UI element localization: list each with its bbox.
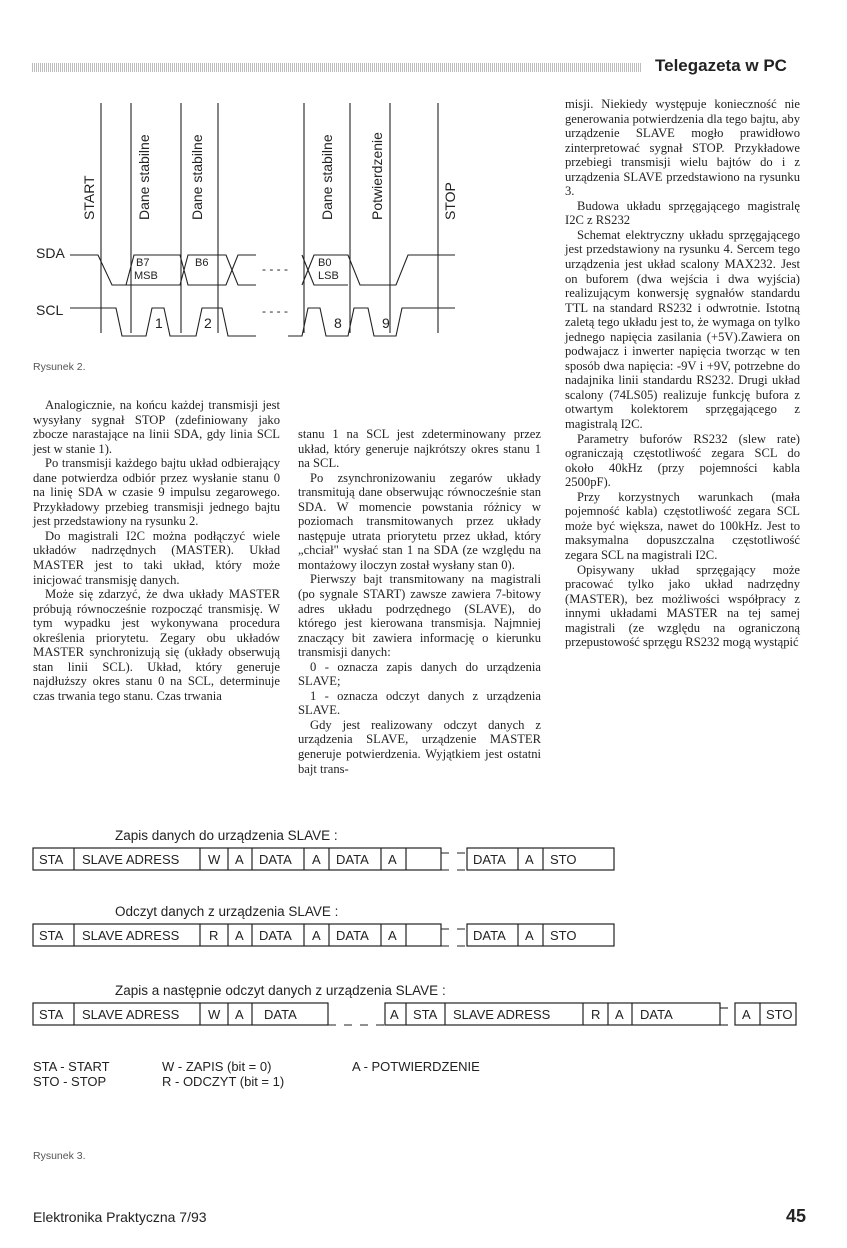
- paragraph: Analogicznie, na końcu każdej transmisji jest wysyłany sygnał STOP (zdefiniowany jako zbocze narastające na linii SDA, gdy linia SCL jest w stanie 1).: [33, 398, 280, 456]
- paragraph: Pierwszy bajt transmitowany na magistrali (po sygnale START) zawsze zawiera 7-bitowy adres układu podrzędnego (SLAVE), do którego jest kierowana transmisja. Najmniej znaczący bit zawiera informację o kierunku transmisji danych:: [298, 572, 541, 660]
- cell-a: A: [525, 928, 534, 943]
- paragraph: Po zsynchronizowaniu zegarów układy transmitują dane obserwując równocześnie stan SDA. W momencie powstania różnicy w poziomach transmitowanych przez układy następuje utrata priorytetu przez układ, który „chciał" wysłać stan 1 na SDA (ze względu na montażowy iloczyn został wysłany stan 0).: [298, 470, 541, 572]
- cell-r: R: [209, 928, 219, 943]
- sda-label: SDA: [36, 245, 65, 261]
- cell-data: DATA: [336, 852, 369, 867]
- cell-sta: STA: [413, 1007, 438, 1022]
- paragraph: Do magistrali I2C można podłączyć wiele układów nadrzędnych (MASTER). Układ MASTER jest to taki układ, który może inicjować transmisję danych.: [33, 528, 280, 587]
- cell-a: A: [312, 928, 321, 943]
- legend-sto: STO - STOP: [33, 1074, 107, 1089]
- cell-a: A: [390, 1007, 399, 1022]
- bit-b6: B6: [195, 257, 209, 269]
- cell-sta: STA: [39, 928, 64, 943]
- label-start: START: [81, 175, 97, 220]
- title-write-read: Zapis a następnie odczyt danych z urządzenia SLAVE :: [115, 983, 446, 998]
- cell-data: DATA: [259, 928, 292, 943]
- paragraph: Po transmisji każdego bajtu układ odbierający dane potwierdza odbiór przez wysłanie stanu 0 na linię SDA w czasie 9 impulsu zegarowego. Przykładowy przebieg transmisji jednego bajtu jest przedstawiony na rysunku 2.: [33, 456, 280, 529]
- bit-msb: MSB: [134, 270, 158, 282]
- figure-3-frame-formats: [30, 825, 810, 1125]
- cell-sta: STA: [39, 1007, 64, 1022]
- label-acknowledge: Potwierdzenie: [369, 132, 385, 220]
- cell-sta: STA: [39, 852, 64, 867]
- running-header: Telegazeta w PC: [655, 56, 787, 75]
- paragraph: Schemat elektryczny układu sprzęgającego jest przedstawiony na rysunku 4. Sercem tego urządzenia jest układ scalony MAX232. Jest on buforem (dwa wejścia i dwa wyjścia) realizującym konwersję sygnałów standardu TTL na standard RS232 i odwrotnie. Istotną zaletą tego układu jest to, że wymaga on tylko jednego napięcia zasilania (+5V).Zawiera on podwajacz i inwerter napięcia tworząc w ten sposób dwa napięcia: -9V i +9V, potrzebne do nadajnika linii standardu RS232. Drugi układ scalony (74LS05) realizuje funkcję bufora z otwartym kolektorem sprzęgającego z magistralą I2C.: [565, 227, 800, 432]
- text-column-left: [33, 398, 280, 703]
- label-stop: STOP: [442, 182, 458, 220]
- legend-r: R - ODCZYT (bit = 1): [162, 1074, 285, 1089]
- paragraph: misji. Niekiedy występuje konieczność nie generowania potwierdzenia dla tego bajtu, aby urządzenie SLAVE mogło prawidłowo zinterpretować sygnał STOP. Przykładowe przebiegi transmisji wielu bajtów do i z urządzenia SLAVE przedstawiono na rysunku 3.: [565, 97, 800, 199]
- clock-2: 2: [204, 315, 212, 331]
- clock-1: 1: [155, 315, 163, 331]
- paragraph: Gdy jest realizowany odczyt danych z urządzenia SLAVE, urządzenie MASTER generuje potwierdzenia. Wyjątkiem jest ostatni bajt trans-: [298, 717, 541, 776]
- title-read: Odczyt danych z urządzenia SLAVE :: [115, 904, 339, 919]
- bit-b7: B7: [136, 257, 150, 269]
- cell-data: DATA: [640, 1007, 673, 1022]
- title-write: Zapis danych do urządzenia SLAVE :: [115, 828, 338, 843]
- cell-a: A: [615, 1007, 624, 1022]
- clock-8: 8: [334, 315, 342, 331]
- paragraph: Parametry buforów RS232 (slew rate) ograniczają częstotliwość zegara SCL do około 40kHz (przy pojemności kabla 2500pF).: [565, 431, 800, 490]
- cell-slave-adress: SLAVE ADRESS: [453, 1007, 551, 1022]
- figure-2-caption: Rysunek 2.: [33, 361, 86, 373]
- figure-3-caption: Rysunek 3.: [33, 1150, 86, 1162]
- cell-data: DATA: [473, 852, 506, 867]
- cell-sto: STO: [550, 928, 577, 943]
- legend-sta: STA - START: [33, 1059, 110, 1074]
- cell-sto: STO: [550, 852, 577, 867]
- paragraph: Może się zdarzyć, że dwa układy MASTER próbują równocześnie rozpocząć transmisję. W tym wypadku jest wykonywana procedura określenia priorytetu. Zegary obu układów MASTER synchronizują się (układy obserwują stan linii SCL). Układ, który generuje najdłuższy okres stanu 0 na SCL, determinuje czas trwania tego stanu. Czas trwania: [33, 587, 280, 703]
- header-rule: [32, 63, 642, 72]
- cell-a: A: [742, 1007, 751, 1022]
- section-heading: Budowa układu sprzęgającego magistralę I2C z RS232: [565, 198, 800, 228]
- cell-sto: STO: [766, 1007, 793, 1022]
- label-data-stable-3: Dane stabilne: [319, 134, 335, 220]
- legend-w: W - ZAPIS (bit = 0): [162, 1059, 272, 1074]
- paragraph: 0 - oznacza zapis danych do urządzenia SLAVE;: [298, 659, 541, 689]
- cell-a: A: [388, 852, 397, 867]
- figure-2-timing-diagram: [30, 95, 480, 345]
- paragraph: Przy korzystnych warunkach (mała pojemność kabla) częstotliwość zegara SCL może być większa, nawet do 100kHz. Jest to maksymalna dopuszczalna częstotliwość zegara SCL na magistrali I2C.: [565, 489, 800, 562]
- footer-journal: Elektronika Praktyczna 7/93: [33, 1209, 207, 1225]
- text-column-right: [565, 97, 800, 650]
- paragraph: 1 - oznacza odczyt danych z urządzenia SLAVE.: [298, 688, 541, 718]
- cell-data: DATA: [264, 1007, 297, 1022]
- cell-a: A: [312, 852, 321, 867]
- page-number: 45: [786, 1206, 807, 1226]
- cell-a: A: [388, 928, 397, 943]
- scl-dashes: - - - -: [262, 304, 288, 318]
- paragraph: Opisywany układ sprzęgający może pracować tylko jako układ nadrzędny (MASTER), bez możliwości współpracy z innymi układami MASTER na tej samej magistrali (ze względu na ograniczoną przepustowość sprzęgu RS232 mogą wystąpić: [565, 562, 800, 650]
- cell-a: A: [235, 1007, 244, 1022]
- cell-a: A: [235, 852, 244, 867]
- cell-slave-adress: SLAVE ADRESS: [82, 928, 180, 943]
- cell-data: DATA: [336, 928, 369, 943]
- cell-slave-adress: SLAVE ADRESS: [82, 852, 180, 867]
- sda-dashes: - - - -: [262, 262, 288, 276]
- cell-r: R: [591, 1007, 601, 1022]
- legend-a: A - POTWIERDZENIE: [352, 1059, 480, 1074]
- bit-b0: B0: [318, 257, 332, 269]
- label-data-stable-1: Dane stabilne: [136, 134, 152, 220]
- bit-lsb: LSB: [318, 270, 339, 282]
- cell-a: A: [525, 852, 534, 867]
- cell-w: W: [208, 852, 221, 867]
- cell-w: W: [208, 1007, 221, 1022]
- cell-data: DATA: [473, 928, 506, 943]
- cell-slave-adress: SLAVE ADRESS: [82, 1007, 180, 1022]
- clock-9: 9: [382, 315, 390, 331]
- cell-a: A: [235, 928, 244, 943]
- scl-label: SCL: [36, 302, 64, 318]
- cell-data: DATA: [259, 852, 292, 867]
- label-data-stable-2: Dane stabilne: [189, 134, 205, 220]
- text-column-middle: [298, 427, 541, 776]
- paragraph: stanu 1 na SCL jest zdeterminowany przez układ, który generuje najkrótszy okres stanu 1 na SCL.: [298, 427, 541, 471]
